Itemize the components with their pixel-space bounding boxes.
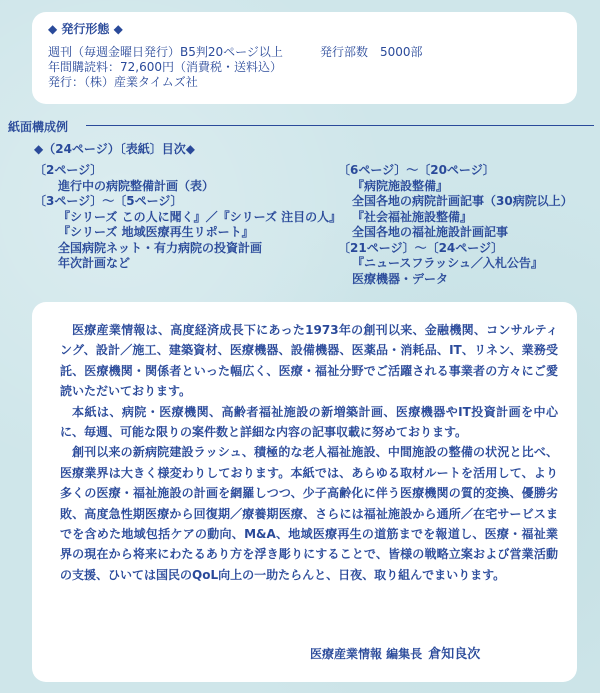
- layout-right-column: [338, 163, 573, 287]
- layout-item: 〔2ページ〕: [34, 163, 103, 177]
- editorial-body: [60, 320, 558, 585]
- layout-item: 〔21ページ〕～〔24ページ〕: [338, 240, 504, 255]
- body-paragraph-1: 医療産業情報は、高度経済成長下にあった1973年の創刊以来、金融機関、コンサルティング、設計／施工、建築資材、医療機器、設備機器、医薬品・消耗品、IT、リネン、業務受託、医療機関・関係者といった幅広く、医療・福祉分野でご活躍される事業者の方々にご愛読いただいております。: [60, 323, 558, 399]
- layout-item: 年次計画など: [58, 256, 131, 270]
- annual-subscription-fee: 年間購読料：72,600円（消費税・送料込）: [48, 60, 282, 74]
- layout-item: 全国各地の福祉施設計画記事: [352, 225, 509, 239]
- layout-item: 進行中の病院整備計画（表）: [58, 178, 215, 193]
- layout-item: 医療機器・データ: [352, 271, 449, 286]
- signature-name: 倉知良次: [428, 647, 481, 662]
- section-divider: [86, 125, 594, 126]
- layout-item: 〔3ページ〕～〔5ページ〕: [34, 194, 183, 208]
- circulation-count: 発行部数 5000部: [320, 45, 423, 59]
- layout-item: 『社会福祉施設整備』: [352, 209, 473, 224]
- layout-item: 『シリーズ この人に聞く』／『シリーズ 注目の人』: [58, 209, 342, 224]
- publication-schedule: 週刊（毎週金曜日発行）B5判20ページ以上: [48, 45, 283, 59]
- layout-item: 『シリーズ 地域医療再生リポート』: [58, 225, 254, 239]
- signature-title: 医療産業情報 編集長: [310, 647, 423, 661]
- layout-item: 全国病院ネット・有力病院の投資計画: [58, 240, 263, 255]
- page-layout-title: 紙面構成例: [8, 120, 69, 134]
- layout-item: 全国各地の病院計画記事（30病院以上）: [352, 194, 573, 208]
- publication-format-heading: ◆ 発行形態 ◆: [48, 22, 123, 36]
- layout-item: 『病院施設整備』: [352, 178, 449, 193]
- body-paragraph-3: 創刊以来の新病院建設ラッシュ、積極的な老人福祉施設、中間施設の整備の状況と比べ、医療業界は大きく様変わりしております。本紙では、あらゆる取材ルートを活用して、より多くの医療・福祉施設の計画を網羅しつつ、少子高齢化に伴う医療機関の質的変換、優勝劣敗、高度急性期医療から回復期／療養期医療、さらには福祉施設から通所／在宅サービスまでを含めた地域包括ケアの動向、M&A、地域医療再生の道筋までを報道し、医療・福祉業界の現在から将来にわたるあり方を浮き彫りにすることで、皆様の戦略立案および営業活動の支援、ひいては国民のQoL向上の一助たらんと、日夜、取り組んでまいります。: [60, 445, 558, 582]
- publisher: 発行：（株）産業タイムズ社: [48, 75, 198, 89]
- signature: [310, 643, 480, 662]
- layout-item: 〔6ページ〕～〔20ページ〕: [338, 163, 495, 177]
- layout-left-column: [34, 163, 341, 272]
- body-paragraph-2: 本紙は、病院・医療機関、高齢者福祉施設の新増築計画、医療機器やIT投資計画を中心に、毎週、可能な限りの案件数と詳細な内容の記事収載に努めております。: [60, 404, 558, 440]
- layout-item: 『ニュースフラッシュ／入札公告』: [352, 256, 543, 270]
- page-layout-subtitle: ◆（24ページ）〔表紙〕目次◆: [34, 142, 195, 156]
